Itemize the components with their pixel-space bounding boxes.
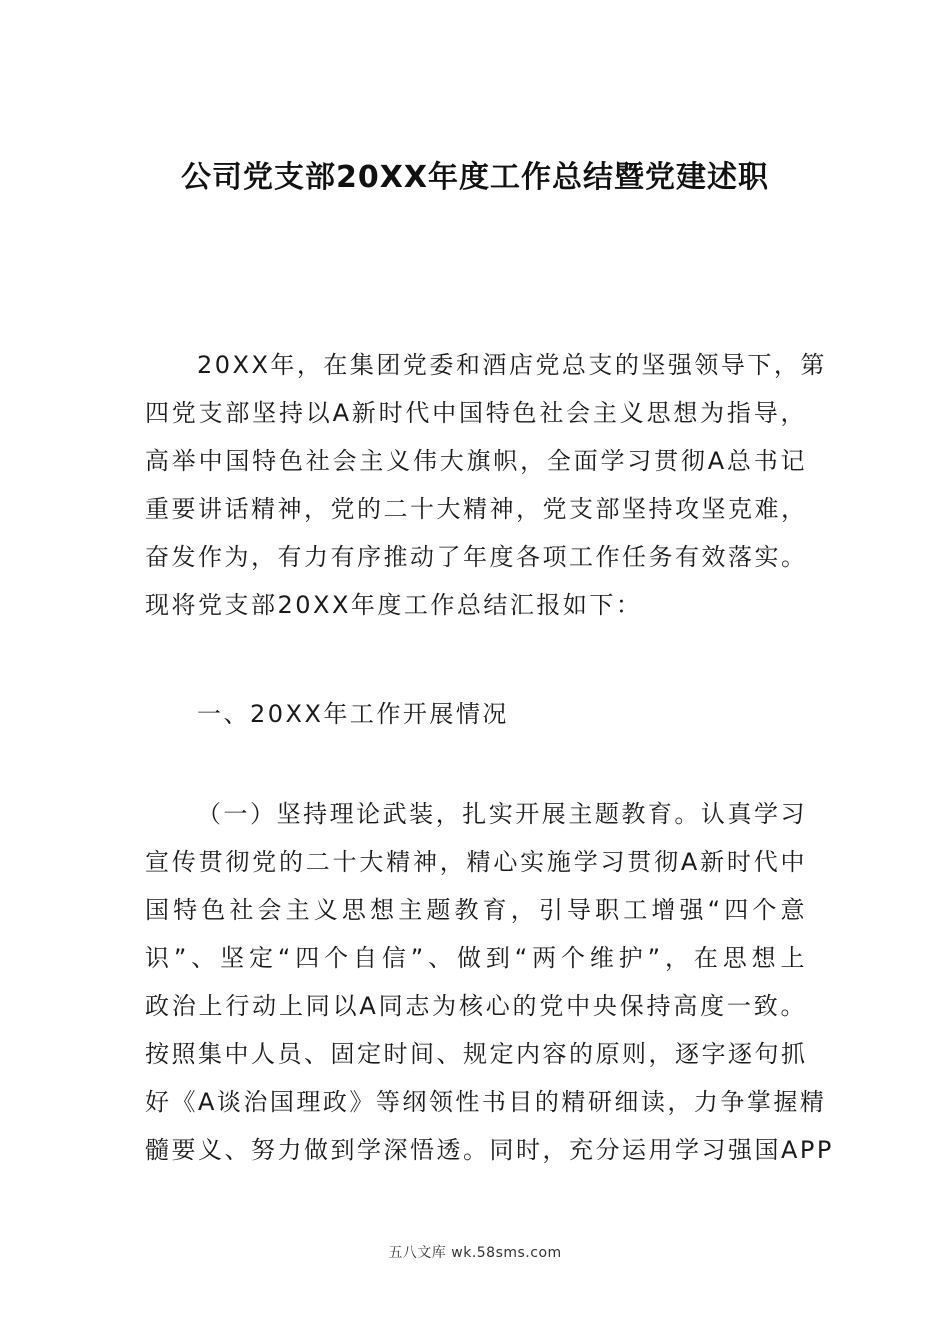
intro-line: 高举中国特色社会主义伟大旗帜，全面学习贯彻A总书记 [145, 447, 807, 475]
intro-paragraph [145, 341, 827, 629]
section-line: 宣传贯彻党的二十大精神，精心实施学习贯彻A新时代中 [145, 848, 807, 876]
document-title: 公司党支部20XX年度工作总结暨党建述职 [180, 160, 769, 195]
section-line: 国特色社会主义思想主题教育，引导职工增强“四个意 [145, 896, 807, 924]
section-line: （一）坚持理论武装，扎实开展主题教育。认真学习 [197, 800, 807, 828]
intro-line: 重要讲话精神，党的二十大精神，党支部坚持攻坚克难， [145, 495, 808, 523]
section-line: 按照集中人员、固定时间、规定内容的原则，逐字逐句抓 [145, 1040, 808, 1068]
intro-line: 现将党支部20XX年度工作总结汇报如下： [145, 591, 643, 619]
intro-line: 奋发作为，有力有序推动了年度各项工作任务有效落实。 [145, 543, 808, 571]
section-line: 政治上行动上同以A同志为核心的党中央保持高度一致。 [145, 992, 807, 1020]
intro-line: 20XX年，在集团党委和酒店党总支的坚强领导下，第 [197, 351, 827, 379]
section-heading: 一、20XX年工作开展情况 [197, 700, 509, 728]
section-line: 好《A谈治国理政》等纲领性书目的精研细读，力争掌握精 [145, 1088, 827, 1116]
section-line: 识”、坚定“四个自信”、做到“两个维护”，在思想上 [145, 944, 807, 972]
section-line: 髓要义、努力做到学深悟透。同时，充分运用学习强国APP [145, 1136, 834, 1164]
section-paragraph [145, 790, 834, 1174]
footer-watermark: 五八文库 wk.58sms.com [388, 1245, 562, 1261]
intro-line: 四党支部坚持以A新时代中国特色社会主义思想为指导， [145, 399, 807, 427]
